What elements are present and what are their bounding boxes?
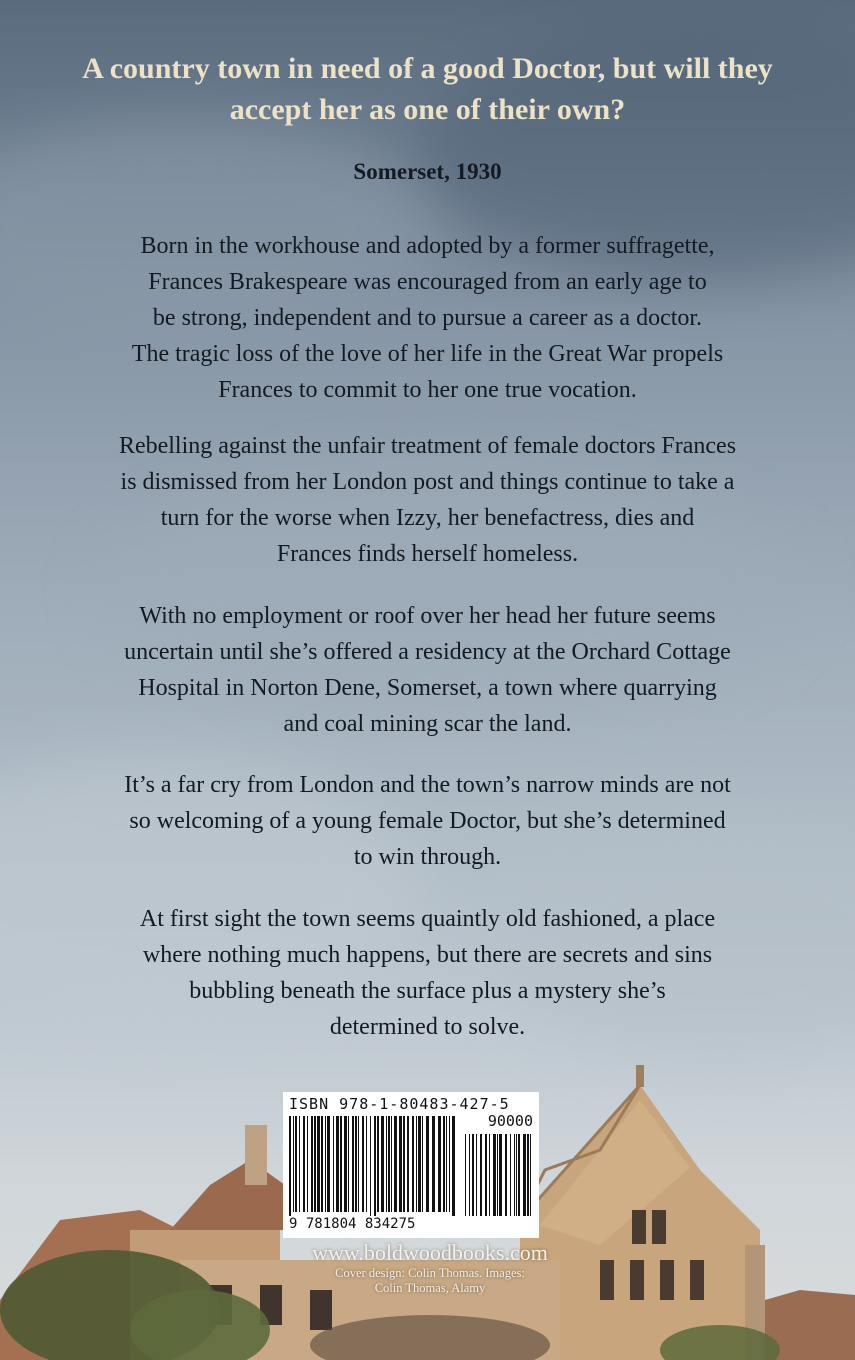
barcode-bar — [366, 1116, 367, 1212]
barcode-bar — [505, 1134, 507, 1216]
barcode-bar — [438, 1116, 441, 1212]
blurb-line: be strong, independent and to pursue a career as a doctor. — [152, 305, 703, 331]
barcode-bar — [510, 1134, 511, 1216]
publisher-website: www.boldwoodbooks.com — [312, 1240, 548, 1265]
blurb-paragraph — [0, 428, 855, 572]
barcode-bar — [355, 1116, 357, 1212]
barcode-bar — [362, 1116, 364, 1212]
blurb-line: determined to solve. — [329, 1014, 526, 1040]
tagline — [30, 48, 825, 130]
barcode-bar — [317, 1116, 320, 1212]
barcode-bar — [465, 1134, 466, 1216]
barcode-bar — [476, 1134, 477, 1216]
barcode-bar — [299, 1116, 300, 1212]
barcode-bar — [446, 1116, 447, 1212]
barcode-bar — [333, 1116, 334, 1212]
blurb-line: turn for the worse when Izzy, her benefactress, dies and — [160, 505, 695, 531]
barcode-bar — [403, 1116, 405, 1212]
blurb-paragraph — [0, 228, 855, 408]
isbn-number: ISBN 978-1-80483-427-5 — [289, 1095, 510, 1113]
barcode-bar — [370, 1116, 371, 1216]
barcode-bar — [377, 1116, 379, 1212]
price-code: 90000 — [487, 1112, 533, 1130]
barcode-bar — [348, 1116, 349, 1212]
blurb-line: Frances finds herself homeless. — [276, 541, 579, 567]
blurb-line: to win through. — [353, 844, 502, 870]
cover-credit — [250, 1266, 610, 1296]
barcode-bar — [443, 1116, 445, 1212]
barcode-bar — [314, 1116, 316, 1212]
barcode-bar — [340, 1116, 342, 1212]
blurb-line: bubbling beneath the surface plus a mystery she’s — [189, 978, 666, 1004]
blurb-line: Rebelling against the unfair treatment of female doctors Frances — [118, 433, 737, 459]
barcode-bar — [489, 1134, 490, 1216]
barcode-bar — [295, 1116, 297, 1212]
barcode-bars — [287, 1116, 537, 1216]
blurb-line: Born in the workhouse and adopted by a former suffragette, — [140, 233, 715, 259]
barcode-bar — [416, 1116, 417, 1212]
barcode-bar — [530, 1134, 531, 1216]
barcode-bar — [307, 1116, 308, 1212]
barcode-bar — [407, 1116, 409, 1212]
barcode-bar — [516, 1134, 517, 1216]
barcode-bar — [325, 1116, 326, 1212]
barcode-bar — [499, 1134, 502, 1216]
barcode-bar — [336, 1116, 339, 1212]
credit-line: Cover design: Colin Thomas. Images: — [335, 1266, 525, 1280]
barcode-bar — [418, 1116, 421, 1212]
barcode-bar — [293, 1116, 294, 1212]
barcode-bar — [289, 1116, 291, 1216]
barcode-bar — [485, 1134, 487, 1216]
tagline-line: A country town in need of a good Doctor, but will they — [82, 52, 773, 85]
barcode-bar — [321, 1116, 323, 1212]
barcode-bar — [497, 1134, 498, 1216]
blurb-line: Frances Brakespeare was encouraged from an early age to — [148, 269, 707, 295]
blurb-line: The tragic loss of the love of her life in the Great War propels — [131, 341, 724, 367]
blurb-line: where nothing much happens, but there are secrets and sins — [142, 942, 713, 968]
barcode-bar — [394, 1116, 397, 1212]
barcode-digits: 9 781804 834275 — [289, 1216, 457, 1232]
barcode-bar — [426, 1116, 429, 1212]
blurb-line: It’s a far cry from London and the town’s narrow minds are not — [124, 772, 731, 798]
blurb-line: is dismissed from her London post and things continue to take a — [120, 469, 735, 495]
barcode-bar — [303, 1116, 305, 1212]
barcode-bar — [518, 1134, 520, 1216]
credit-line: Colin Thomas, Alamy — [374, 1281, 486, 1295]
barcode-bar — [381, 1116, 384, 1212]
blurb-line: With no employment or roof over her head her future seems — [139, 603, 716, 629]
setting-heading: Somerset, 1930 — [353, 159, 502, 184]
barcode-bar — [399, 1116, 402, 1212]
barcode-bar — [386, 1116, 387, 1212]
barcode-bar — [449, 1116, 450, 1212]
barcode-bar — [358, 1116, 359, 1212]
blurb-line: uncertain until she’s offered a residency at the Orchard Cottage — [124, 639, 731, 665]
barcode-bar — [388, 1116, 390, 1212]
barcode-bar — [493, 1134, 496, 1216]
blurb-paragraph — [0, 901, 855, 1045]
blurb-paragraph — [0, 767, 855, 875]
barcode-bar — [527, 1134, 529, 1216]
barcode-bar — [472, 1134, 474, 1216]
barcode-bar — [514, 1134, 515, 1216]
barcode-bar — [391, 1116, 392, 1212]
barcode-bar — [344, 1116, 347, 1212]
isbn-barcode — [283, 1092, 539, 1238]
tagline-line: accept her as one of their own? — [229, 93, 626, 126]
barcode-bar — [422, 1116, 423, 1212]
blurb-line: so welcoming of a young female Doctor, but she’s determined — [129, 808, 726, 834]
barcode-bar — [311, 1116, 313, 1212]
barcode-bar — [452, 1116, 455, 1216]
barcode-bar — [374, 1116, 376, 1216]
barcode-bar — [480, 1134, 482, 1216]
barcode-bar — [469, 1134, 470, 1216]
blurb-line: and coal mining scar the land. — [283, 711, 572, 737]
barcode-bar — [327, 1116, 330, 1212]
blurb-line: Hospital in Norton Dene, Somerset, a town where quarrying — [138, 675, 717, 701]
blurb-line: At first sight the town seems quaintly old fashioned, a place — [139, 906, 716, 932]
barcode-bar — [432, 1116, 435, 1212]
barcode-bar — [523, 1134, 526, 1216]
blurb-line: Frances to commit to her one true vocation. — [218, 377, 637, 403]
barcode-bar — [352, 1116, 354, 1212]
barcode-bar — [412, 1116, 414, 1212]
blurb-paragraph — [0, 598, 855, 742]
